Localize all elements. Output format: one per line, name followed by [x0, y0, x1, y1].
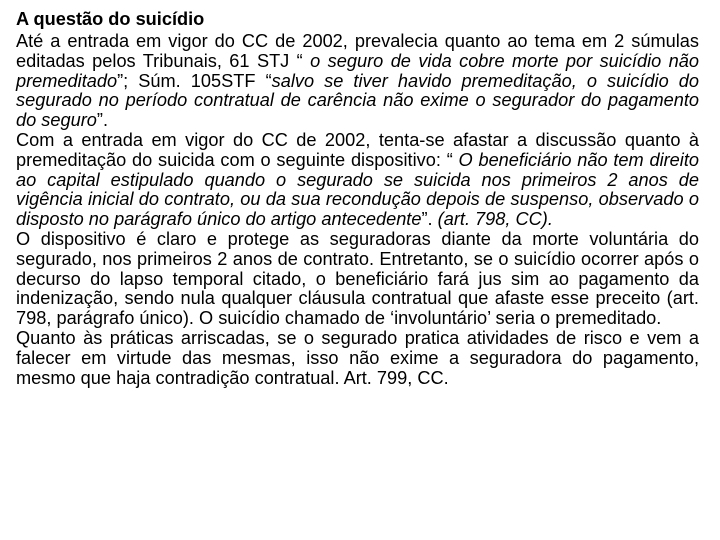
paragraph-dispositivo: O dispositivo é claro e protege as seguradoras diante da morte voluntária do segurado, nos primeiros 2 anos de contrato. Entretanto, se o suicídio ocorrer após o decurso do lapso temporal citado, o beneficiário fará jus sim ao pagamento da indenização, sendo nula qualquer cláusula contratual que afaste esse preceito (art. 798, parágrafo único). O suicídio chamado de ‘involuntário’ seria o premeditado.: [16, 228, 699, 329]
paragraph-cc-2002-close: ”.: [421, 209, 438, 230]
paragraph-praticas-arriscadas: Quanto às práticas arriscadas, se o segurado pratica atividades de risco e vem a falecer em virtude das mesmas, isso não exime a seguradora do pagamento, mesmo que haja contradição contratual. Art. 799, CC.: [16, 327, 699, 388]
paragraph-sumulas-text-2: ”; Súm. 105STF “: [117, 70, 272, 91]
paragraph-cc-2002: [16, 131, 699, 230]
art-798-quote: O beneficiário não tem direito ao capital estipulado quando o segurado se suicida nos primeiros 2 anos de vigência inicial do contrato, ou da sua recondução depois de suspenso, observado o disposto no parágrafo único do artigo antecedente: [16, 149, 700, 230]
sumula-61-quote: o seguro de vida cobre morte por suicídio não premeditado: [16, 50, 699, 91]
paragraph-sumulas-end: ”.: [96, 110, 109, 131]
art-798-citation: (art. 798, CC).: [437, 209, 553, 230]
sumula-105-quote: salvo se tiver havido premeditação, o suicídio do segurado no período contratual de carência não exime o segurador do pagamento do seguro: [16, 70, 699, 131]
paragraph-sumulas-text: Até a entrada em vigor do CC de 2002, prevalecia quanto ao tema em 2 súmulas editadas pelos Tribunais, 61 STJ “: [16, 31, 699, 71]
paragraph-sumulas: [16, 32, 699, 131]
slide-content: [16, 6, 699, 388]
slide-title: A questão do suicídio: [16, 9, 205, 29]
paragraph-cc-2002-text: Com a entrada em vigor do CC de 2002, tenta-se afastar a discussão quanto à premeditação do suicida com o seguinte dispositivo: “: [16, 129, 699, 170]
